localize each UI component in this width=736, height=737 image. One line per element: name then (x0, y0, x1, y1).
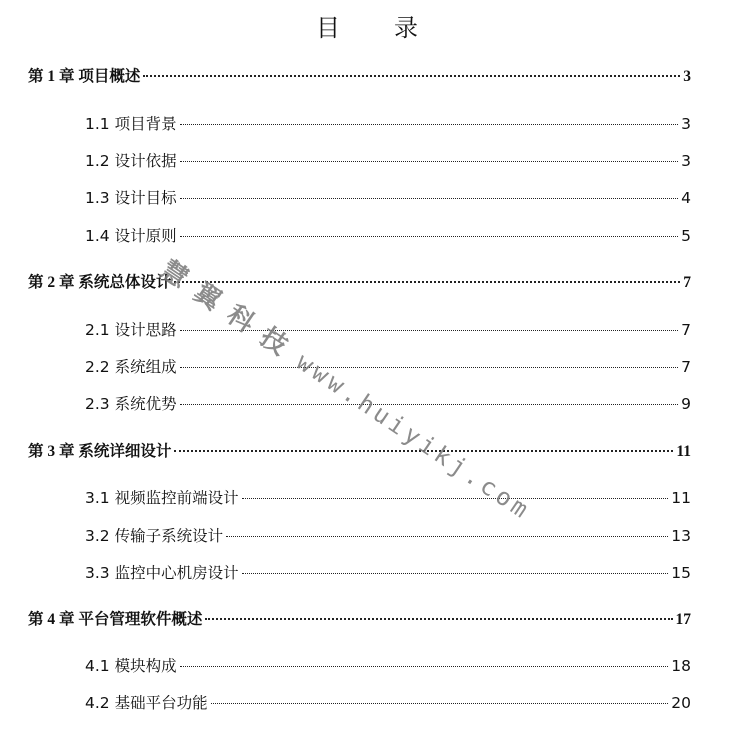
toc-entry-label: 第 4 章 平台管理软件概述 (28, 611, 203, 628)
toc-entry-label: 第 2 章 系统总体设计 (28, 274, 172, 291)
toc-entry-page: 5 (681, 227, 691, 245)
toc-entry-page: 9 (681, 395, 691, 413)
toc-entry-page: 7 (681, 321, 691, 339)
toc-section-entry[interactable] (85, 113, 691, 135)
dot-leader (174, 281, 680, 283)
toc-entry-label: 第 3 章 系统详细设计 (28, 443, 172, 460)
toc-section-entry[interactable] (85, 150, 691, 172)
toc-entry-label: 2.1 设计思路 (85, 321, 177, 339)
toc-entry-page: 3 (681, 152, 691, 170)
dot-leader (242, 573, 669, 574)
toc-entry-label: 3.1 视频监控前端设计 (85, 489, 239, 507)
toc-section-entry[interactable] (85, 187, 691, 209)
dot-leader (180, 198, 679, 199)
toc-entry-page: 15 (671, 564, 691, 582)
dot-leader (180, 404, 679, 405)
dot-leader (180, 161, 679, 162)
dot-leader (180, 236, 679, 237)
toc-title: 目 录 (316, 14, 420, 42)
toc-section-entry[interactable] (85, 225, 691, 247)
toc-chapter-entry[interactable] (28, 66, 691, 88)
dot-leader (205, 618, 672, 620)
toc-entry-label: 2.2 系统组成 (85, 358, 177, 376)
toc-entry-label: 4.1 模块构成 (85, 657, 177, 675)
dot-leader (143, 75, 680, 77)
toc-entry-page: 13 (671, 527, 691, 545)
dot-leader (226, 536, 668, 537)
watermark-url: www.huiyikj.com (291, 347, 537, 526)
toc-section-entry[interactable] (85, 692, 691, 714)
toc-entry-label: 第 1 章 项目概述 (28, 68, 141, 85)
toc-entry-label: 2.3 系统优势 (85, 395, 177, 413)
toc-entry-label: 1.4 设计原则 (85, 227, 177, 245)
toc-entry-page: 18 (671, 657, 691, 675)
toc-section-entry[interactable] (85, 525, 691, 547)
toc-entry-page: 17 (675, 611, 691, 628)
toc-entry-page: 7 (681, 358, 691, 376)
watermark-name: 慧翼科技 (154, 254, 305, 370)
toc-chapter-entry[interactable] (28, 609, 691, 631)
toc-entry-label: 3.2 传输子系统设计 (85, 527, 224, 545)
toc-entry-page: 3 (683, 68, 691, 85)
toc-section-entry[interactable] (85, 562, 691, 584)
toc-entry-page: 11 (676, 443, 691, 460)
toc-section-entry[interactable] (85, 487, 691, 509)
dot-leader (211, 703, 669, 704)
toc-entry-page: 11 (671, 489, 691, 507)
dot-leader (180, 367, 679, 368)
toc-entry-page: 20 (671, 694, 691, 712)
dot-leader (180, 666, 669, 667)
toc-section-entry[interactable] (85, 356, 691, 378)
toc-section-entry[interactable] (85, 655, 691, 677)
toc-entry-label: 3.3 监控中心机房设计 (85, 564, 239, 582)
dot-leader (174, 450, 673, 452)
toc-chapter-entry[interactable] (28, 441, 691, 463)
toc-entry-label: 1.3 设计目标 (85, 189, 177, 207)
toc-entry-label: 4.2 基础平台功能 (85, 694, 208, 712)
toc-entry-page: 3 (681, 115, 691, 133)
dot-leader (180, 124, 679, 125)
toc-entry-page: 7 (683, 274, 691, 291)
toc-section-entry[interactable] (85, 393, 691, 415)
dot-leader (242, 498, 669, 499)
toc-chapter-entry[interactable] (28, 272, 691, 294)
toc-entry-label: 1.2 设计依据 (85, 152, 177, 170)
dot-leader (180, 330, 679, 331)
toc-section-entry[interactable] (85, 319, 691, 341)
toc-entry-page: 4 (681, 189, 691, 207)
toc-entry-label: 1.1 项目背景 (85, 115, 177, 133)
